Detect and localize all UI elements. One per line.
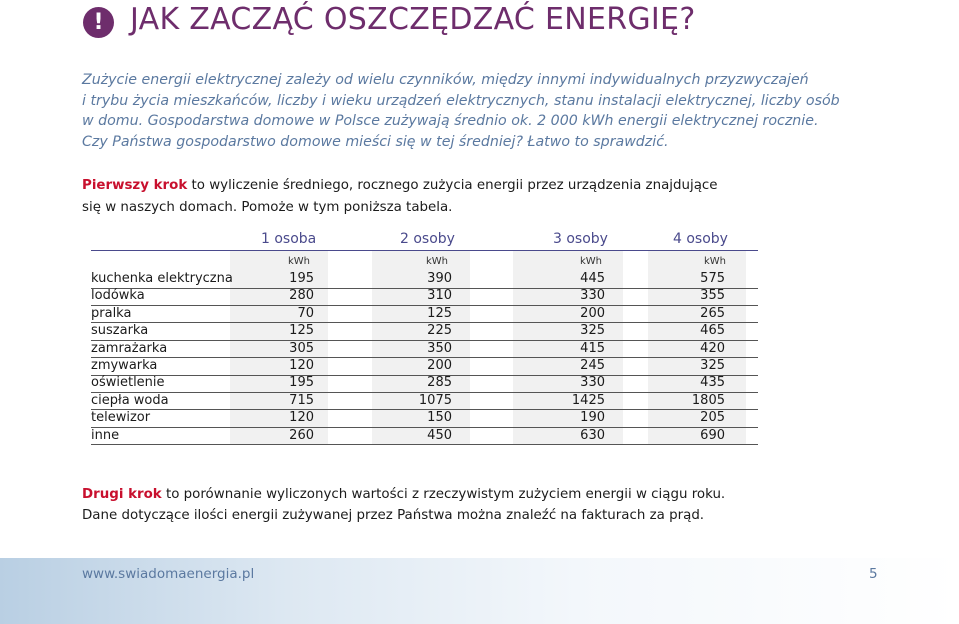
unit-label: kWh <box>580 256 603 267</box>
table-cell: 350 <box>427 340 452 356</box>
row-label: suszarka <box>91 323 149 339</box>
table-cell: 715 <box>289 392 314 408</box>
table-cell: 200 <box>580 305 605 321</box>
table-row <box>91 357 758 376</box>
table-cell: 265 <box>700 305 725 321</box>
unit-label: kWh <box>288 256 311 267</box>
table-cell: 245 <box>580 358 605 373</box>
table-cell: 120 <box>289 358 314 373</box>
table-cell: 390 <box>427 271 452 286</box>
intro-paragraph <box>82 70 932 153</box>
table-cell: 450 <box>427 427 452 443</box>
row-label: zamrażarka <box>91 340 168 356</box>
unit-label: kWh <box>426 256 449 267</box>
table-cell: 280 <box>289 288 314 304</box>
table-row <box>91 427 758 446</box>
row-label: inne <box>91 427 120 443</box>
footer-url[interactable]: www.swiadomaenergia.pl <box>82 566 255 582</box>
table-cell: 310 <box>427 288 452 304</box>
table-cell: 120 <box>289 410 314 426</box>
table-cell: 420 <box>700 340 725 356</box>
table-cell: 435 <box>700 375 725 391</box>
table-cell: 330 <box>580 375 605 391</box>
table-cell: 70 <box>297 305 314 321</box>
step2-text-2: Dane dotyczące ilości energii zużywanej przez Państwa można znaleźć na fakturach za prąd. <box>82 508 705 523</box>
table-cell: 305 <box>289 340 314 356</box>
table-cell: 125 <box>427 305 452 321</box>
table-cell: 465 <box>700 323 725 339</box>
table-cell: 195 <box>289 375 314 391</box>
unit-label: kWh <box>704 256 727 267</box>
table-cell: 195 <box>289 271 314 286</box>
table-cell: 260 <box>289 427 314 443</box>
row-label: oświetlenie <box>91 375 165 391</box>
table-header-1-osoba: 1 osoba <box>261 231 317 247</box>
page-title: JAK ZACZĄĆ OSZCZĘDZAĆ ENERGIĘ? <box>130 2 696 37</box>
table-row <box>91 409 758 428</box>
table-row <box>91 374 758 393</box>
page-number: 5 <box>869 566 878 582</box>
step1-text-2: się w naszych domach. Pomoże w tym poniższa tabela. <box>82 199 453 215</box>
table-cell: 330 <box>580 288 605 304</box>
table-row <box>91 270 758 289</box>
row-label: lodówka <box>91 288 145 304</box>
table-header-4-osoby: 4 osoby <box>673 231 728 247</box>
alert-icon: ! <box>83 7 114 38</box>
table-cell: 630 <box>580 427 605 443</box>
table-cell: 1075 <box>418 392 452 408</box>
step1-paragraph <box>82 175 782 218</box>
table-cell: 205 <box>700 410 725 426</box>
step1-text: to wyliczenie średniego, rocznego zużycia energii przez urządzenia znajdujące <box>187 178 718 193</box>
table-row <box>91 340 758 359</box>
table-cell: 690 <box>700 427 725 443</box>
row-label: pralka <box>91 305 132 321</box>
table-header-2-osoby: 2 osoby <box>400 231 455 247</box>
step2-highlight: Drugi krok <box>82 487 162 502</box>
table-cell: 190 <box>580 410 605 426</box>
intro-line: w domu. Gospodarstwa domowe w Polsce zużywają średnio ok. 2 000 kWh energii elektrycznej rocznie. <box>82 113 819 130</box>
intro-line: i trybu życia mieszkańców, liczby i wieku urządzeń elektrycznych, stanu instalacji elektrycznej, liczby osób <box>82 92 840 109</box>
table-cell: 285 <box>427 375 452 391</box>
step2-paragraph <box>82 484 902 526</box>
table-header-divider <box>91 250 758 251</box>
row-label: kuchenka elektryczna <box>91 271 233 286</box>
table-cell: 355 <box>700 288 725 304</box>
table-cell: 150 <box>427 410 452 426</box>
intro-line: Zużycie energii elektrycznej zależy od wielu czynników, między innymi indywidualnych przyzwyczajeń <box>82 72 809 88</box>
table-cell: 325 <box>700 358 725 373</box>
table-cell: 125 <box>289 323 314 339</box>
table-row <box>91 322 758 341</box>
table-row <box>91 392 758 411</box>
table-cell: 225 <box>427 323 452 339</box>
table-cell: 1805 <box>691 392 725 408</box>
table-header-3-osoby: 3 osoby <box>553 231 608 247</box>
intro-line: Czy Państwa gospodarstwo domowe mieści się w tej średniej? Łatwo to sprawdzić. <box>82 134 669 151</box>
table-cell: 1425 <box>571 392 605 408</box>
table-cell: 200 <box>427 358 452 373</box>
table-cell: 415 <box>580 340 605 356</box>
step1-highlight: Pierwszy krok <box>82 178 188 193</box>
table-cell: 445 <box>580 271 605 286</box>
row-label: zmywarka <box>91 358 158 373</box>
table-row <box>91 305 758 324</box>
table-cell: 575 <box>700 271 725 286</box>
row-label: telewizor <box>91 410 151 426</box>
table-cell: 325 <box>580 323 605 339</box>
row-label: ciepła woda <box>91 392 169 408</box>
step2-text: to porównanie wyliczonych wartości z rzeczywistym zużyciem energii w ciągu roku. <box>161 487 726 502</box>
table-row <box>91 287 758 306</box>
